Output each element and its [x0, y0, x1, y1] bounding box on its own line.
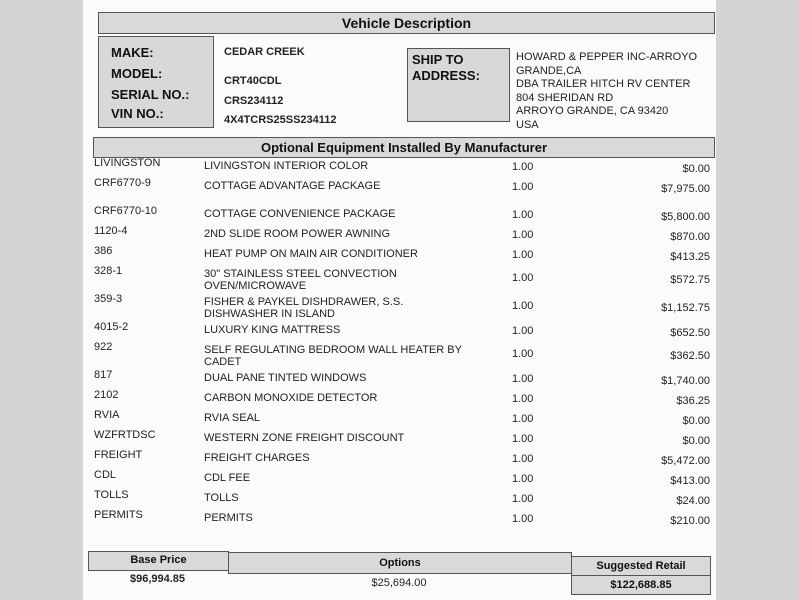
item-quantity: 1.00	[512, 272, 534, 284]
item-description	[204, 393, 377, 405]
item-code: CRF6770-9	[94, 177, 151, 189]
item-price: $1,152.75	[661, 302, 710, 314]
item-description-line-1: LIVINGSTON INTERIOR COLOR	[204, 160, 369, 172]
sticker-document	[83, 0, 716, 600]
item-price: $362.50	[670, 350, 710, 362]
item-description-line-2: OVEN/MICROWAVE	[204, 279, 307, 292]
item-price: $5,800.00	[661, 211, 710, 223]
base-price-value: $96,994.85	[129, 573, 186, 585]
model-label: MODEL:	[111, 66, 163, 81]
optional-equipment-header: Optional Equipment Installed By Manufacturer	[93, 137, 715, 158]
item-code: PERMITS	[94, 509, 143, 521]
item-price: $7,975.00	[661, 183, 710, 195]
make-label: MAKE:	[111, 45, 154, 60]
item-quantity: 1.00	[512, 513, 534, 525]
item-description-line-1: FISHER & PAYKEL DISHDRAWER, S.S.	[204, 296, 404, 308]
address-line: GRANDE,CA	[516, 64, 582, 77]
item-code: 328-1	[94, 265, 123, 277]
item-description-line-1: COTTAGE ADVANTAGE PACKAGE	[204, 180, 381, 192]
ship-to-address	[516, 51, 697, 133]
item-description	[204, 181, 380, 193]
item-price: $652.50	[670, 327, 710, 339]
vin-value: 4X4TCRS25SS234112	[224, 114, 337, 126]
item-description-line-1: PERMITS	[204, 512, 253, 524]
item-code: 2102	[94, 389, 119, 401]
suggested-retail-value: $122,688.85	[571, 575, 711, 595]
vehicle-description-header: Vehicle Description	[98, 12, 715, 34]
ship-to-label-line-2: ADDRESS:	[412, 68, 480, 83]
item-description-line-2: CADET	[204, 355, 242, 368]
item-code: 359-3	[94, 293, 123, 305]
suggested-retail-header: Suggested Retail	[571, 556, 711, 576]
item-quantity: 1.00	[512, 181, 534, 193]
item-description	[204, 325, 340, 337]
address-line: DBA TRAILER HITCH RV CENTER	[516, 78, 691, 91]
item-description-line-1: LUXURY KING MATTRESS	[204, 324, 341, 336]
address-line: HOWARD & PEPPER INC-ARROYO	[516, 51, 698, 63]
base-price-header: Base Price	[88, 551, 229, 571]
item-price: $0.00	[682, 415, 710, 427]
item-code: 922	[94, 341, 113, 353]
item-price: $210.00	[670, 515, 710, 527]
item-price: $0.00	[682, 435, 710, 447]
item-description	[204, 513, 253, 525]
item-price: $0.00	[682, 163, 710, 175]
item-code: 1120-4	[94, 225, 128, 237]
item-description	[204, 413, 260, 425]
item-quantity: 1.00	[512, 413, 534, 425]
item-code: TOLLS	[94, 489, 129, 501]
item-code: RVIA	[94, 409, 120, 421]
options-header: Options	[228, 552, 572, 574]
item-description-line-1: CDL FEE	[204, 472, 251, 484]
item-description	[204, 161, 368, 173]
item-description-line-1: DUAL PANE TINTED WINDOWS	[204, 372, 367, 384]
item-quantity: 1.00	[512, 229, 534, 241]
vehicle-labels-box	[98, 36, 214, 128]
item-price: $413.25	[670, 251, 710, 263]
serial-label: SERIAL NO.:	[111, 87, 190, 102]
item-description-line-1: TOLLS	[204, 492, 239, 504]
item-quantity: 1.00	[512, 209, 534, 221]
item-quantity: 1.00	[512, 433, 534, 445]
make-value: CEDAR CREEK	[224, 46, 305, 58]
address-line: 804 SHERIDAN RD	[516, 91, 614, 104]
item-description-line-1: COTTAGE CONVENIENCE PACKAGE	[204, 208, 396, 220]
item-quantity: 1.00	[512, 453, 534, 465]
vin-label: VIN NO.:	[111, 106, 164, 121]
item-code: CDL	[94, 469, 117, 481]
ship-to-label-line-1: SHIP TO	[412, 52, 464, 67]
item-code: 386	[94, 245, 113, 257]
item-code: WZFRTDSC	[94, 429, 156, 441]
item-description-line-1: SELF REGULATING BEDROOM WALL HEATER BY	[204, 344, 462, 356]
address-line: ARROYO GRANDE, CA 93420	[516, 105, 669, 118]
item-quantity: 1.00	[512, 300, 534, 312]
item-description	[204, 493, 239, 505]
item-description-line-1: RVIA SEAL	[204, 412, 261, 424]
item-price: $870.00	[670, 231, 710, 243]
item-quantity: 1.00	[512, 249, 534, 261]
item-description	[204, 229, 390, 241]
item-description-line-1: CARBON MONOXIDE DETECTOR	[204, 392, 378, 404]
item-code: LIVINGSTON	[94, 157, 161, 169]
options-value: $25,694.00	[371, 577, 427, 589]
item-description	[204, 473, 250, 485]
item-description-line-1: WESTERN ZONE FREIGHT DISCOUNT	[204, 432, 405, 444]
item-description	[204, 453, 310, 465]
item-description	[204, 249, 418, 261]
item-price: $5,472.00	[661, 455, 710, 467]
item-description	[204, 345, 462, 368]
item-description	[204, 373, 366, 385]
item-description	[204, 297, 403, 320]
ship-to-label	[412, 52, 480, 84]
item-code: FREIGHT	[94, 449, 143, 461]
item-description-line-2: DISHWASHER IN ISLAND	[204, 307, 336, 320]
item-quantity: 1.00	[512, 161, 534, 173]
item-description	[204, 433, 404, 445]
item-description-line-1: FREIGHT CHARGES	[204, 452, 310, 464]
item-description	[204, 209, 396, 221]
model-value: CRT40CDL	[224, 75, 282, 87]
item-description-line-1: HEAT PUMP ON MAIN AIR CONDITIONER	[204, 248, 418, 260]
item-quantity: 1.00	[512, 348, 534, 360]
address-line: USA	[516, 118, 539, 131]
item-code: 817	[94, 369, 113, 381]
item-price: $413.00	[670, 475, 710, 487]
item-quantity: 1.00	[512, 325, 534, 337]
item-price: $36.25	[676, 395, 710, 407]
item-description-line-1: 2ND SLIDE ROOM POWER AWNING	[204, 228, 391, 240]
item-quantity: 1.00	[512, 393, 534, 405]
item-code: 4015-2	[94, 321, 129, 333]
item-code: CRF6770-10	[94, 205, 157, 217]
item-price: $572.75	[670, 274, 710, 286]
item-description-line-1: 30" STAINLESS STEEL CONVECTION	[204, 268, 397, 280]
item-description	[204, 269, 397, 292]
serial-value: CRS234112	[224, 95, 284, 107]
item-quantity: 1.00	[512, 493, 534, 505]
item-quantity: 1.00	[512, 373, 534, 385]
item-price: $1,740.00	[661, 375, 710, 387]
item-price: $24.00	[676, 495, 710, 507]
item-quantity: 1.00	[512, 473, 534, 485]
ship-to-label-box	[407, 48, 510, 122]
